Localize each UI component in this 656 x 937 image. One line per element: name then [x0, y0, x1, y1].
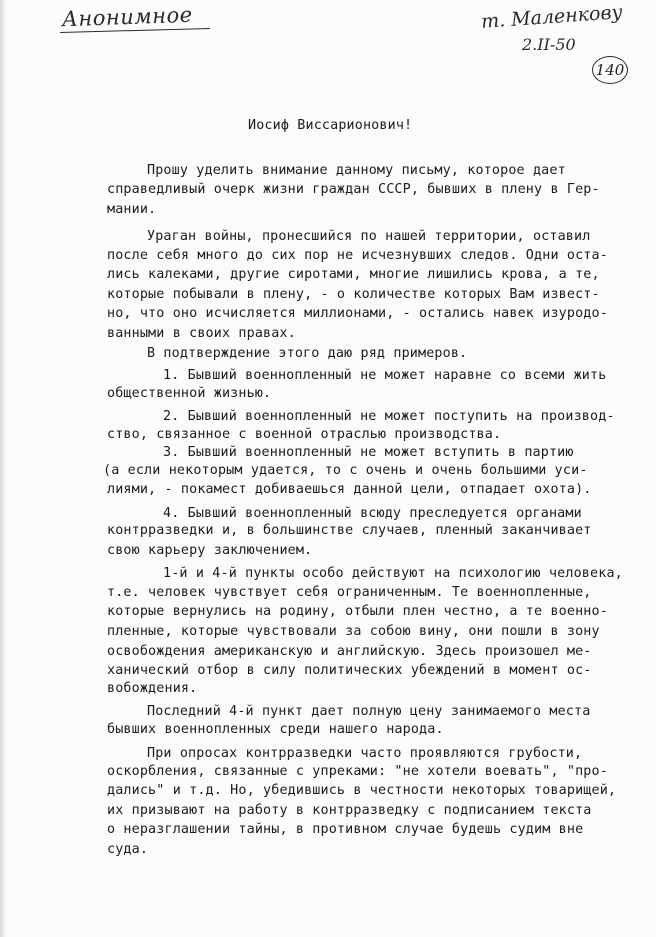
letter-line: освобождения американскую и английскую. Здесь произошел ме- — [107, 644, 592, 659]
handwritten-date: 2.II-50 — [522, 35, 576, 54]
letter-line: Ураган войны, пронесшийся по нашей территории, оставил — [147, 229, 591, 244]
letter-line: 3. Бывший военнопленный не может вступить в партию — [163, 445, 574, 460]
letter-line: после себя много до сих пор не исчезнувших следов. Одни оста- — [107, 248, 608, 263]
letter-line: мании. — [107, 202, 157, 217]
letter-line: контрразведки и, в большинстве случаев, пленный заканчивает — [107, 523, 592, 538]
letter-line: которые побывали в плену, - о количестве которых Вам извест- — [107, 287, 600, 302]
letter-line: т.е. человек чувствует себя ограниченным. Те военнопленные, — [107, 585, 592, 600]
letter-line: 1-й и 4-й пункты особо действуют на психологию человека, — [163, 566, 623, 581]
letter-line: которые вернулись на родину, отбыли плен честно, а те военно- — [107, 604, 608, 619]
letter-line: При опросах контрразведки часто проявляются грубости, — [147, 746, 583, 761]
letter-line: лись калеками, другие сиротами, многие лишились крова, а те, — [107, 267, 600, 282]
page-number: 140 — [592, 56, 628, 84]
letter-line: дались" и т.д. Но, убедившись в честности некоторых товарищей, — [107, 783, 617, 798]
handwritten-note-anonymous: Анонимное — [61, 2, 193, 32]
letter-line: вобождения. — [107, 681, 198, 696]
letter-line: 4. Бывший военнопленный всюду преследуется органами — [163, 506, 582, 521]
letter-line: ванными в своих правах. — [107, 326, 296, 341]
letter-line: ство, связанное с военной отраслью производства. — [107, 427, 502, 442]
handwritten-addressee: т. Маленкову — [480, 1, 624, 33]
letter-line: 2. Бывший военнопленный не может поступить на производ- — [163, 409, 615, 424]
letter-line: Прошу уделить внимание данному письму, которое дает — [147, 163, 566, 178]
letter-line: оскорбления, связанные с упреками: "не хотели воевать", "про- — [107, 764, 608, 779]
letter-line: справедливый очерк жизни граждан СССР, бывших в плену в Гер- — [107, 182, 600, 197]
letter-line: ханический отбор в силу политических убеждений в момент ос- — [107, 663, 592, 678]
letter-line: о неразглашении тайны, в противном случае будешь судим вне — [107, 822, 584, 837]
salutation: Иосиф Виссарионович! — [248, 118, 413, 133]
letter-line: но, что оно исчисляется миллионами, - остались навек изуродо- — [107, 306, 608, 321]
letter-line: бывших военнопленных среди нашего народа. — [107, 722, 444, 737]
page-edge-shadow — [0, 0, 6, 937]
letter-line: их призывают на работу в контрразведку с подписанием текста — [107, 803, 592, 818]
letter-line: (а если некоторым удается, то с очень и очень большими уси- — [103, 463, 588, 478]
letter-line: суда. — [107, 842, 149, 857]
letter-line: 1. Бывший военнопленный не может наравне со всеми жить — [163, 368, 607, 383]
letter-line: свою карьеру заключением. — [107, 543, 313, 558]
letter-line: пленные, которые чувствовали за собою вину, они пошли в зону — [107, 624, 600, 639]
letter-line: Последний 4-й пункт дает полную цену занимаемого места — [147, 704, 591, 719]
letter-line: В подтверждение этого даю ряд примеров. — [147, 346, 468, 361]
letter-line: общественной жизнью. — [107, 386, 272, 401]
letter-line: лиями, - покамест добиваешься данной цели, отпадает охота). — [107, 482, 592, 497]
